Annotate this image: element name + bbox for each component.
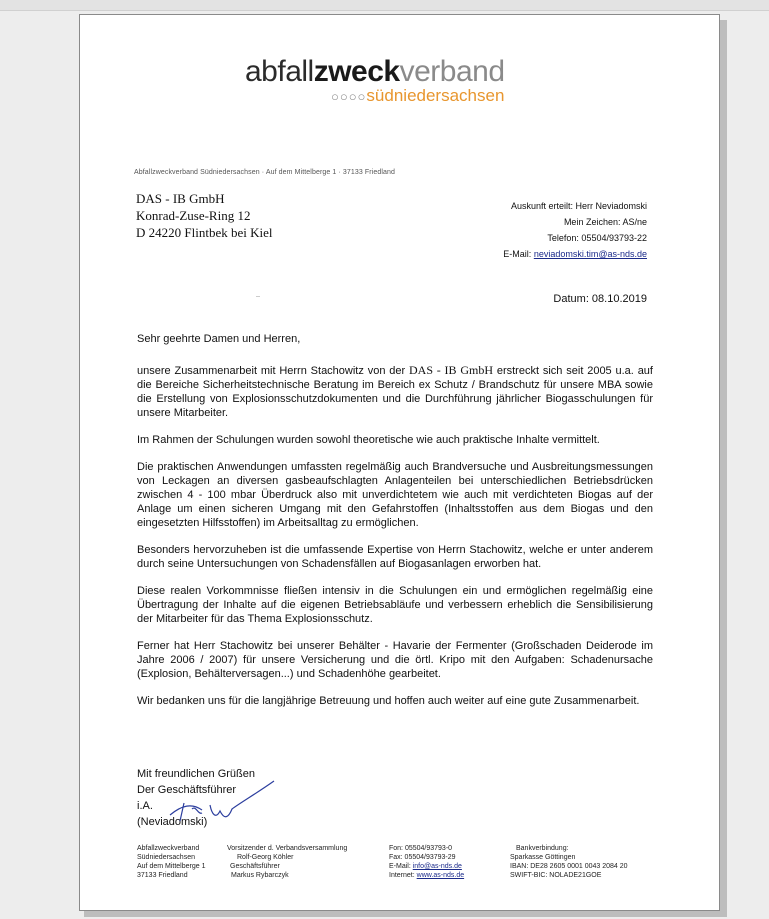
footer-ceo-name: Markus Rybarczyk: [231, 872, 289, 879]
logo-part-abfall: abfall: [245, 55, 314, 88]
footer-col-address: [137, 844, 205, 880]
footer-bank-title: Bankverbindung:: [516, 845, 569, 852]
footer-email-label: E-Mail:: [389, 863, 413, 870]
closing-role: Der Geschäftsführer: [137, 784, 237, 796]
logo-part-zweck: zweck: [313, 55, 400, 88]
paragraph-1-company: DAS - IB GmbH: [409, 363, 494, 377]
footer-ceo-title: Geschäftsführer: [230, 863, 280, 870]
contact-email-line: [503, 246, 647, 262]
footer-col-bank: [510, 844, 628, 880]
footer-fon: Fon: 05504/93793-0: [389, 845, 453, 852]
paragraph-5: Diese realen Vorkommnisse fließen intensiv in die Schulungen ein und ermöglichen regelmäßig eine Übertragung der Inhalte auf die eigenen Betriebsabläufe und verbessern erheblich die Sensibilisierung der Mitarbeiter für das Thema Explosionsschutz.: [137, 585, 653, 625]
logo-part-verband: verband: [399, 55, 505, 88]
recipient-street: Konrad-Zuse-Ring 12: [136, 208, 251, 223]
footer-iban: IBAN: DE28 2605 0001 0043 2084 20: [510, 863, 628, 870]
footer-city: 37133 Friedland: [137, 872, 188, 879]
contact-email-label: E-Mail:: [503, 249, 534, 259]
paragraph-2: Im Rahmen der Schulungen wurden sowohl theoretische wie auch praktische Inhalte vermittelt.: [137, 434, 600, 446]
footer-region: Südniedersachsen: [137, 854, 195, 861]
contact-block: [503, 198, 647, 262]
paragraph-4: Besonders hervorzuheben ist die umfassende Expertise von Herrn Stachowitz, welche er unter anderem durch seine Untersuchungen von Schadensfällen auf Biogasanlagen erworben hat.: [137, 544, 653, 570]
closing-ia: i.A.: [137, 800, 153, 812]
logo-wordmark: [245, 55, 545, 89]
viewer-top-strip: [0, 0, 769, 11]
footer-org: Abfallzweckverband: [137, 845, 200, 852]
paragraph-1-part-b: erstreckt sich seit 2005 u.a. auf die Bereiche Sicherheitstechnische Beratung im Bereich ex Schutz / Brandschutz für unsere MBA sowie die Erstellung von Explosionsschutzdokumenten und die Durchführung jährlicher Biogasschulungen für unsere Mitarbeiter.: [137, 365, 653, 419]
closing-greeting: Mit freundlichen Grüßen: [137, 768, 255, 780]
letter-page: [79, 14, 720, 911]
footer-street: Auf dem Mittelberge 1: [137, 863, 206, 870]
recipient-city: D 24220 Flintbek bei Kiel: [136, 225, 273, 240]
logo-subline: [331, 87, 504, 106]
footer-chair-title: Vorsitzender d. Verbandsversammlung: [227, 845, 348, 852]
paragraph-3: Die praktischen Anwendungen umfassten regelmäßig auch Brandversuche und Ausbreitungsmessungen von Leckagen an diversen gasbeaufschlagten Anlagenteilen bei unterschiedlichen Betriebsdrücken zwischen 4 - 100 mbar Überdruck also mit unverdichtetem wie auch mit verdichteten Biogas auf der Anlage um einen sicheren Umgang mit den Gefahrstoffen (Inhaltsstoffen aus dem Biogas und den eingesetzten Hilfsstoffen) im Arbeitsalltag zu ermöglichen.: [137, 461, 653, 529]
footer-web-link[interactable]: www.as-nds.de: [416, 872, 465, 879]
footer-bank-name: Sparkasse Göttingen: [510, 854, 576, 861]
footer-fax: Fax: 05504/93793-29: [389, 854, 456, 861]
signature-icon: [162, 775, 282, 825]
contact-auskunft: Auskunft erteilt: Herr Neviadomski: [510, 201, 647, 211]
footer-col-contact: [389, 844, 464, 880]
contact-email-link[interactable]: neviadomski.tim@as-nds.de: [533, 249, 647, 259]
logo-circles-icon: ○○○○: [331, 89, 367, 104]
logo-region: südniedersachsen: [366, 86, 505, 105]
recipient-address: [136, 190, 273, 241]
footer-chair-name: Rolf-Georg Köhler: [237, 854, 294, 861]
logo: [245, 55, 545, 105]
contact-zeichen: Mein Zeichen: AS/ne: [563, 217, 647, 227]
footer-email-line: [389, 862, 464, 871]
footer-bic: SWIFT-BIC: NOLADE21GOE: [510, 872, 602, 879]
letter-date: Datum: 08.10.2019: [553, 293, 647, 305]
recipient-company: DAS - IB GmbH: [136, 191, 225, 206]
sender-return-line: Abfallzweckverband Südniedersachsen · Auf dem Mittelberge 1 · 37133 Friedland: [134, 169, 396, 176]
footer-col-officials: [227, 844, 347, 880]
paragraph-1: [137, 363, 653, 420]
footer-web-line: [389, 871, 464, 880]
paragraph-6: Ferner hat Herr Stachowitz bei unserer Behälter - Havarie der Fermenter (Großschaden Deiderode im Jahre 2006 / 2007) für unsere Versicherung und die örtl. Kripo mit den Aufgaben: Schadenursache (Explosion, Behälterversagen...) und Schadenhöhe gearbeitet.: [137, 640, 653, 680]
footer-web-label: Internet:: [389, 872, 417, 879]
letter-body: [137, 332, 653, 721]
paragraph-7: Wir bedanken uns für die langjährige Betreuung und hoffen auch weiter auf eine gute Zusammenarbeit.: [137, 695, 640, 707]
footer-email-link[interactable]: info@as-nds.de: [412, 863, 462, 870]
contact-telefon: Telefon: 05504/93793-22: [547, 233, 647, 243]
salutation: Sehr geehrte Damen und Herren,: [137, 333, 301, 345]
paragraph-1-part-a: unsere Zusammenarbeit mit Herrn Stachowitz von der: [137, 365, 409, 377]
scan-mark: [256, 296, 260, 297]
closing-name: (Neviadomski): [137, 816, 208, 828]
